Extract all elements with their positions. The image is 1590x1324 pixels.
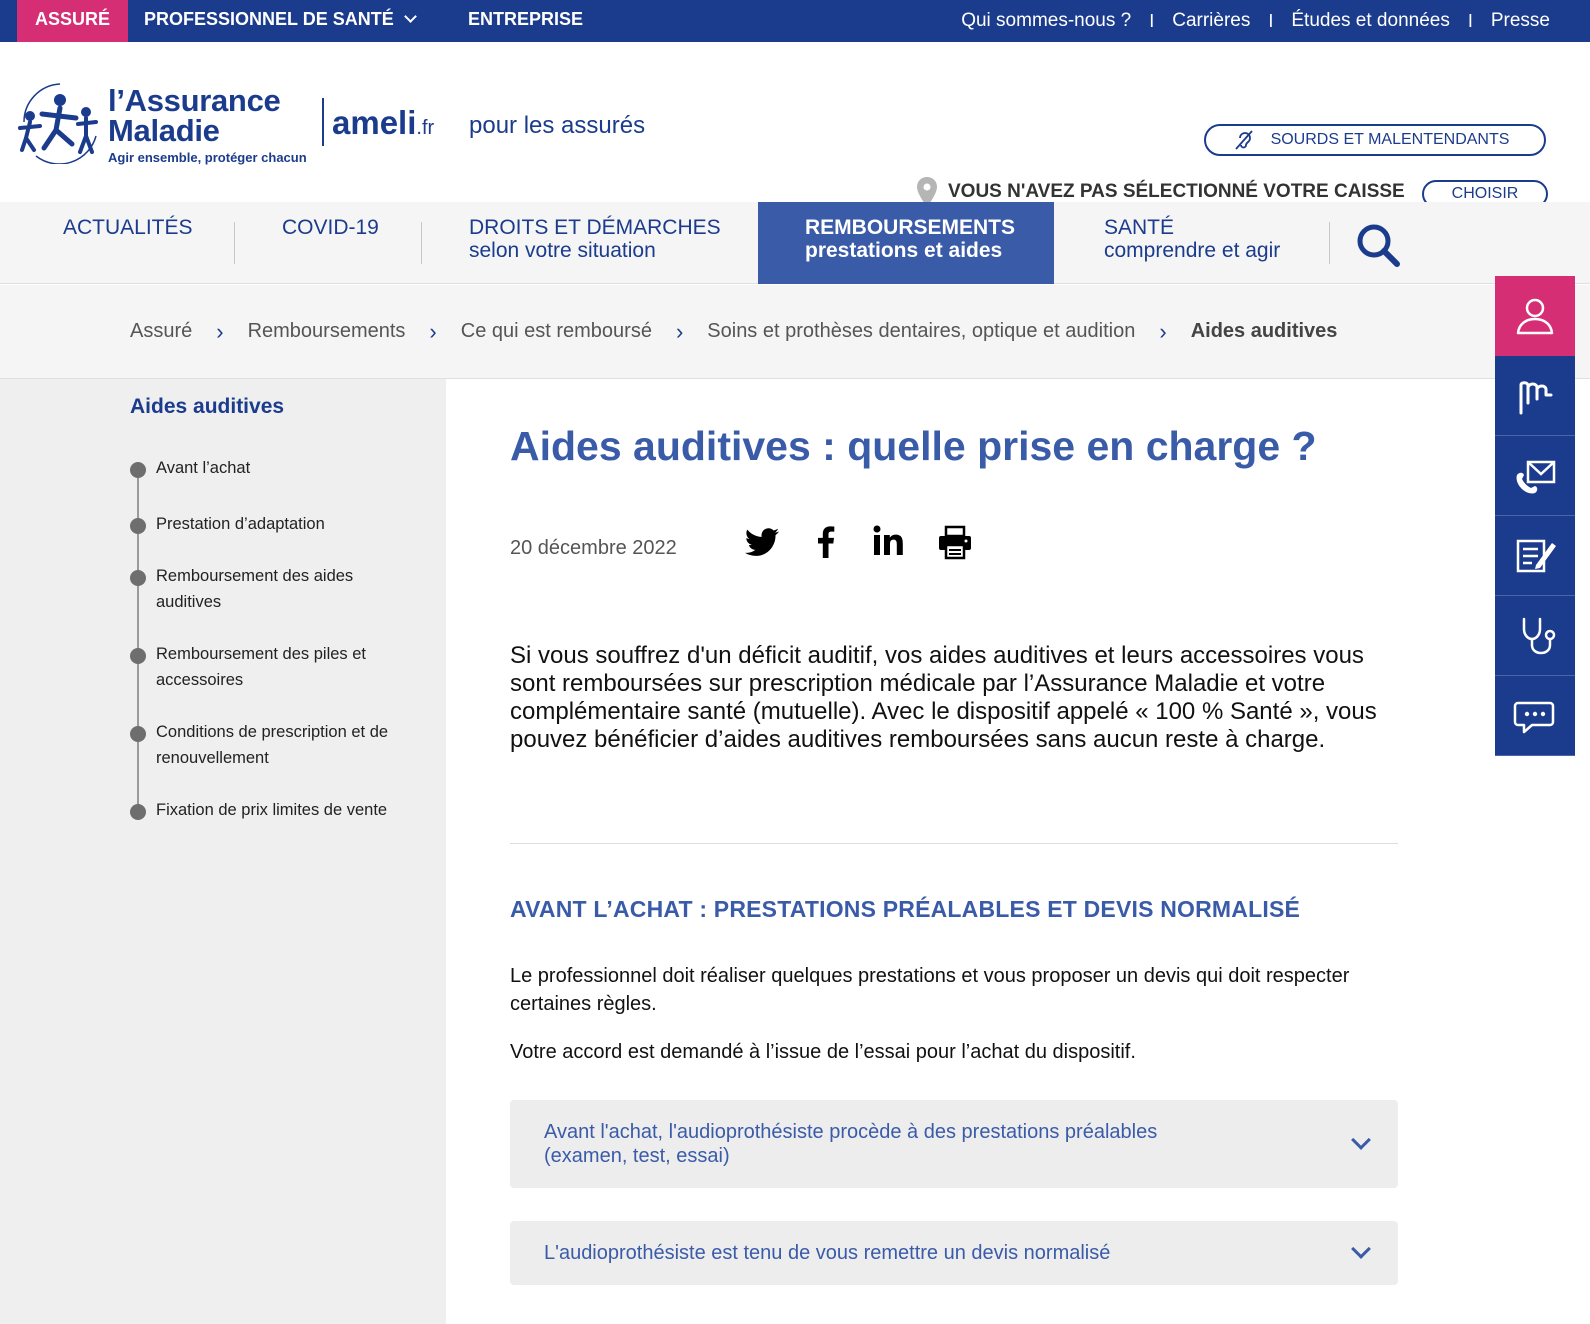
nav-droits-line2: selon votre situation	[469, 239, 656, 262]
sidebar-item-label: Avant l’achat	[156, 459, 251, 477]
content-divider	[510, 843, 1398, 844]
logo-divider	[322, 98, 324, 146]
link-etudes-et-donnees[interactable]: Études et données	[1291, 10, 1450, 31]
linkedin-icon[interactable]	[870, 522, 910, 562]
top-links	[961, 0, 1550, 42]
accordion-label: L'audioprothésiste est tenu de vous remettre un devis normalisé	[544, 1242, 1111, 1264]
ameli-m-icon	[1512, 373, 1558, 419]
ameli-logo[interactable]	[332, 104, 434, 142]
nav-actualites[interactable]	[63, 216, 193, 239]
article-intro: Si vous souffrez d'un déficit auditif, vos aides auditives et leurs accessoires vous sont remboursées sur prescription médicale par l’Assurance Maladie et votre complémentaire santé (mutuelle). Avec le dispositif appelé « 100 % Santé », vous pouvez bénéficier d’aides auditives remboursées sans aucun reste à charge.	[510, 642, 1377, 753]
page-title: Aides auditives : quelle prise en charge ?	[510, 423, 1317, 469]
sidebar-item-remboursement-aides[interactable]	[130, 563, 390, 615]
sidebar-title: Aides auditives	[130, 395, 285, 418]
form-icon	[1512, 533, 1558, 579]
breadcrumb-chevron-icon: ›	[216, 318, 224, 344]
contact-icon	[1512, 453, 1558, 499]
stethoscope-icon	[1512, 613, 1558, 659]
link-separator: I	[1149, 10, 1155, 31]
timeline-dot	[130, 462, 146, 478]
nav-covid[interactable]	[282, 216, 379, 239]
sidebar-item-avant-achat[interactable]	[130, 455, 390, 481]
chat-button[interactable]	[1495, 676, 1575, 756]
chat-icon	[1512, 693, 1558, 739]
formulaire-button[interactable]	[1495, 516, 1575, 596]
breadcrumb-chevron-icon: ›	[675, 318, 684, 344]
nav-remb-line2: prestations et aides	[805, 239, 1003, 262]
search-icon[interactable]	[1352, 219, 1404, 271]
timeline-dot	[130, 648, 146, 664]
link-carrieres[interactable]: Carrières	[1172, 10, 1251, 31]
ameli-wordmark: ameli	[332, 104, 417, 141]
timeline-dot	[130, 518, 146, 534]
breadcrumb-chevron-icon: ›	[429, 318, 437, 344]
link-separator: I	[1467, 10, 1473, 31]
choisir-caisse-button[interactable]: CHOISIR	[1422, 180, 1548, 208]
logo-tagline: Agir ensemble, protéger chacun	[108, 150, 307, 165]
section-paragraph-2: Votre accord est demandé à l’issue de l’essai pour l’achat du dispositif.	[510, 1041, 1136, 1063]
nav-remboursements[interactable]	[758, 202, 1054, 284]
timeline-dot	[130, 726, 146, 742]
hearing-impaired-icon	[1233, 129, 1255, 151]
accordion-prestations-prealables[interactable]	[510, 1100, 1398, 1188]
sidebar-item-prestation-adaptation[interactable]	[130, 511, 390, 537]
breadcrumb-remboursements[interactable]: Remboursements	[247, 320, 406, 342]
main-navigation	[0, 202, 1590, 284]
nav-covid-label: COVID-19	[282, 216, 379, 239]
nav-sante-line2: comprendre et agir	[1104, 239, 1281, 262]
nav-sante-line1: SANTÉ	[1104, 216, 1175, 239]
caisse-status-text: VOUS N'AVEZ PAS SÉLECTIONNÉ VOTRE CAISSE	[948, 181, 1405, 202]
tab-professionnel-de-sante[interactable]	[144, 0, 415, 42]
sidebar-item-conditions-prescription[interactable]	[130, 719, 390, 771]
top-bar	[0, 0, 1590, 42]
user-icon	[1512, 293, 1558, 339]
logo-line-1: l’Assurance	[108, 83, 281, 118]
chevron-down-icon	[404, 10, 417, 23]
publication-date: 20 décembre 2022	[510, 537, 677, 559]
assurance-maladie-logo-icon[interactable]	[16, 78, 104, 164]
nav-actualites-label: ACTUALITÉS	[63, 216, 193, 239]
tab-entreprise[interactable]: ENTREPRISE	[468, 9, 584, 29]
page-sidebar	[0, 379, 446, 1324]
sourds-label: SOURDS ET MALENTENDANTS	[1270, 131, 1510, 148]
medecin-button[interactable]	[1495, 596, 1575, 676]
chevron-down-icon	[1351, 1239, 1371, 1259]
logo-title	[108, 83, 281, 148]
nav-remb-line1: REMBOURSEMENTS	[805, 216, 1016, 239]
site-header	[0, 42, 1590, 202]
logo-line-2: Maladie	[108, 113, 220, 148]
compte-assure-button[interactable]	[1495, 276, 1575, 356]
nav-divider	[234, 222, 235, 264]
sidebar-item-prix-limites[interactable]	[130, 797, 390, 823]
ameli-account-button[interactable]	[1495, 356, 1575, 436]
accordion-label: Avant l'achat, l'audioprothésiste procède à des prestations préalables (examen, test, essai)	[544, 1121, 1158, 1167]
sidebar-item-label: Remboursement des aides auditives	[156, 567, 354, 611]
sidebar-item-remboursement-piles[interactable]	[130, 641, 390, 693]
sidebar-item-label: Prestation d’adaptation	[156, 515, 325, 533]
breadcrumb-current: Aides auditives	[1190, 320, 1338, 342]
site-subtitle: pour les assurés	[469, 112, 646, 139]
accordion-devis-normalise[interactable]	[510, 1221, 1398, 1285]
link-presse[interactable]: Presse	[1490, 10, 1550, 31]
sidebar-item-label: Conditions de prescription et de renouvellement	[156, 723, 389, 767]
chevron-down-icon	[1351, 1130, 1371, 1150]
nav-sante[interactable]	[1104, 216, 1280, 262]
nav-droits-demarches[interactable]	[469, 216, 721, 262]
sidebar-item-label: Fixation de prix limites de vente	[156, 801, 388, 819]
facebook-icon[interactable]	[806, 522, 846, 562]
breadcrumb	[0, 285, 1590, 379]
sidebar-item-label: Remboursement des piles et accessoires	[156, 645, 367, 689]
breadcrumb-ce-qui-est-rembourse[interactable]: Ce qui est remboursé	[460, 320, 652, 342]
breadcrumb-assure[interactable]: Assuré	[130, 320, 193, 342]
section-title: AVANT L’ACHAT : PRESTATIONS PRÉALABLES ET DEVIS NORMALISÉ	[510, 896, 1301, 922]
nav-divider	[421, 222, 422, 264]
section-paragraph-1: Le professionnel doit réaliser quelques prestations et vous proposer un devis qui doit respecter certaines règles.	[510, 965, 1350, 1015]
sourds-malentendants-button[interactable]	[1204, 124, 1546, 156]
twitter-icon[interactable]	[742, 522, 782, 562]
tab-assure[interactable]: ASSURÉ	[17, 0, 128, 42]
contact-button[interactable]	[1495, 436, 1575, 516]
timeline-dot	[130, 570, 146, 586]
nav-droits-line1: DROITS ET DÉMARCHES	[469, 216, 721, 239]
timeline-dot	[130, 804, 146, 820]
link-separator: I	[1268, 10, 1274, 31]
floating-toolbar	[1495, 276, 1575, 756]
print-icon[interactable]	[935, 522, 975, 562]
breadcrumb-chevron-icon: ›	[1159, 318, 1167, 344]
link-qui-sommes-nous[interactable]: Qui sommes-nous ?	[961, 10, 1132, 31]
tab-pro-label: PROFESSIONNEL DE SANTÉ	[144, 9, 394, 29]
ameli-suffix: .fr	[416, 117, 435, 139]
breadcrumb-soins-protheses[interactable]: Soins et prothèses dentaires, optique et audition	[707, 320, 1136, 342]
nav-divider	[1329, 222, 1330, 264]
